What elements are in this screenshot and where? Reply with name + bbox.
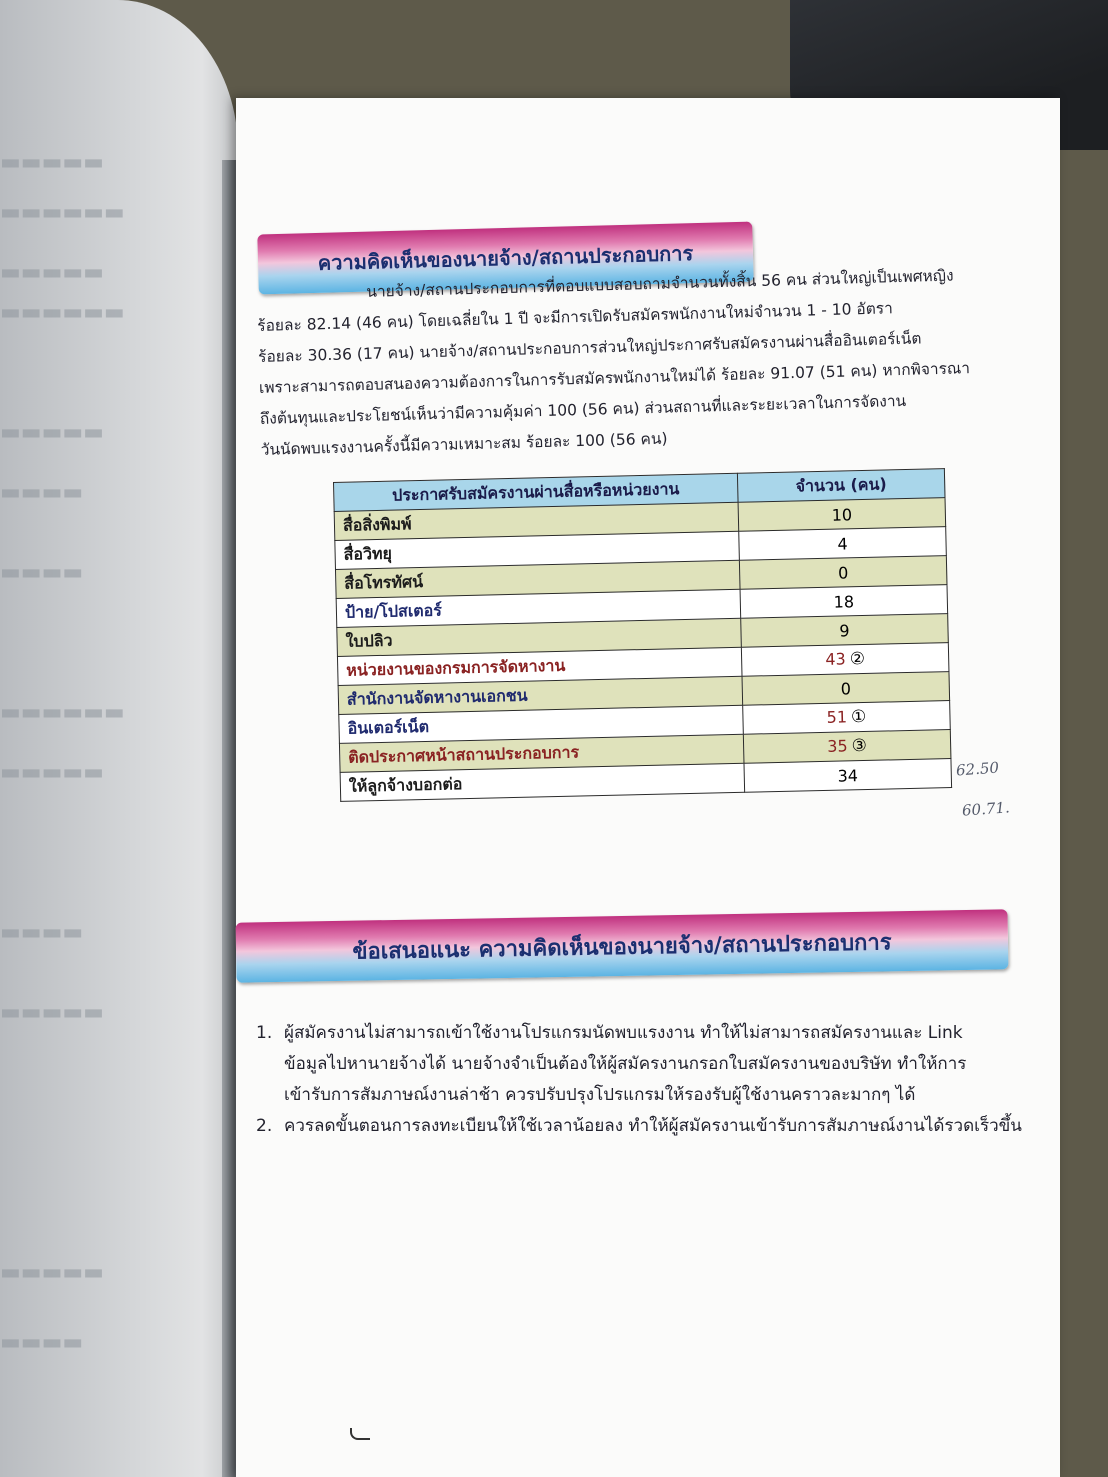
ghost-text: ▬▬▬▬▬▬	[0, 700, 125, 725]
paragraph-line: นายจ้าง/สถานประกอบการที่ตอบแบบสอบถามจำนวนทั้งสิ้น 56 คน ส่วนใหญ่เป็นเพศหญิง	[366, 266, 954, 301]
list-number: 2.	[256, 1116, 273, 1136]
row-value-cell	[744, 759, 952, 793]
ghost-text: ▬▬▬▬▬	[0, 760, 104, 785]
ghost-text: ▬▬▬▬	[0, 480, 84, 505]
section-title: ความคิดเห็นของนายจ้าง/สถานประกอบการ	[317, 241, 694, 275]
ghost-text: ▬▬▬▬▬▬	[0, 300, 125, 325]
paragraph-line: ร้อยละ 82.14 (46 คน) โดยเฉลี่ยใน 1 ปี จะมีการเปิดรับสมัครพนักงานใหม่จำนวน 1 - 10 อัตรา	[257, 299, 894, 335]
row-value-cell	[743, 701, 951, 735]
ghost-text: ▬▬▬▬	[0, 560, 84, 585]
row-value-cell	[739, 556, 947, 590]
paragraph-line: ถึงต้นทุนและประโยชน์เห็นว่ามีความคุ้มค่า 100 (56 คน) ส่วนสถานที่และระยะเวลาในการจัดงาน	[259, 391, 907, 428]
row-label: สื่อวิทยุ	[335, 531, 740, 569]
row-label: ใบปลิว	[337, 618, 742, 656]
pen-mark	[350, 1428, 370, 1440]
row-value-cell	[739, 527, 947, 561]
row-value-cell	[741, 614, 949, 648]
ghost-text: ▬▬▬▬	[0, 1330, 84, 1355]
row-value-cell	[738, 498, 946, 532]
row-label: อินเตอร์เน็ต	[339, 705, 744, 743]
recommendation-list	[256, 1018, 1036, 1142]
ghost-text: ▬▬▬▬▬	[0, 260, 104, 285]
row-value: 34	[837, 765, 859, 786]
ghost-text: ▬▬▬▬▬▬	[0, 200, 125, 225]
header-count: จำนวน (คน)	[737, 469, 945, 503]
row-label: หน่วยงานของกรมการจัดหางาน	[337, 647, 742, 685]
row-value: 9	[839, 620, 850, 641]
list-item	[256, 1018, 1036, 1049]
row-value: 35	[827, 736, 848, 756]
row-value: 43	[825, 649, 846, 669]
row-value-cell	[740, 585, 948, 619]
ghost-text: ▬▬▬▬▬	[0, 1000, 104, 1025]
paragraph-line: วันนัดพบแรงงานครั้งนี้มีความเหมาะสม ร้อยละ 100 (56 คน)	[260, 429, 668, 459]
table-body	[334, 498, 951, 802]
list-line: ข้อมูลไปหานายจ้างได้ นายจ้างจำเป็นต้องให้ผู้สมัครงานกรอกใบสมัครงานของบริษัท ทำให้การ	[284, 1054, 967, 1074]
channel-table	[333, 468, 952, 802]
ghost-text: ▬▬▬▬▬	[0, 1260, 104, 1285]
list-line: ควรลดขั้นตอนการลงทะเบียนให้ใช้เวลาน้อยลง ทำให้ผู้สมัครงานเข้ารับการสัมภาษณ์งานได้รวดเร็วขึ้น	[284, 1116, 1022, 1136]
summary-paragraph	[256, 260, 991, 466]
row-value: 51	[826, 707, 848, 727]
row-label: สื่อสิ่งพิมพ์	[334, 502, 739, 540]
ghost-text: ▬▬▬▬▬	[0, 150, 104, 175]
row-value-cell	[741, 643, 949, 677]
row-value: 0	[840, 678, 852, 699]
paragraph-line: ร้อยละ 30.36 (17 คน) นายจ้าง/สถานประกอบการส่วนใหญ่ประกาศรับสมัครงานผ่านสื่ออินเตอร์เน็ต	[257, 329, 922, 366]
list-line: เข้ารับการสัมภาษณ์งานล่าช้า ควรปรับปรุงโปรแกรมให้รองรับผู้ใช้งานคราวละมากๆ ได้	[284, 1085, 916, 1105]
header-channel: ประกาศรับสมัครงานผ่านสื่อหรือหน่วยงาน	[334, 473, 739, 511]
rank-mark: ②	[849, 648, 866, 670]
facing-page	[0, 0, 238, 1477]
row-label: สำนักงานจัดหางานเอกชน	[338, 676, 743, 714]
section-title: ข้อเสนอแนะ ความคิดเห็นของนายจ้าง/สถานประกอบการ	[352, 929, 892, 965]
row-value: 0	[837, 562, 849, 583]
row-value-cell	[743, 730, 951, 764]
paragraph-line: เพราะสามารถตอบสนองความต้องการในการรับสมัครพนักงานใหม่ได้ ร้อยละ 91.07 (51 คน) หากพิจารณา	[258, 359, 971, 397]
handwritten-note: 62.50	[955, 758, 1000, 780]
row-label: สื่อโทรทัศน์	[335, 560, 740, 598]
rank-mark: ①	[850, 706, 867, 728]
row-value: 4	[837, 533, 848, 554]
row-label: ให้ลูกจ้างบอกต่อ	[340, 763, 745, 801]
ghost-text: ▬▬▬▬▬	[0, 420, 104, 445]
ghost-text: ▬▬▬▬	[0, 920, 84, 945]
list-line: ผู้สมัครงานไม่สามารถเข้าใช้งานโปรแกรมนัดพบแรงงาน ทำให้ไม่สามารถสมัครงานและ Link	[284, 1023, 963, 1043]
handwritten-note: 60.71.	[961, 798, 1011, 820]
list-number: 1.	[256, 1023, 273, 1043]
row-value: 18	[833, 591, 855, 612]
row-value-cell	[742, 672, 950, 706]
rank-mark: ③	[851, 735, 868, 757]
row-label: ป้าย/โปสเตอร์	[336, 589, 741, 627]
row-value: 10	[831, 504, 853, 525]
list-item	[256, 1111, 1036, 1142]
row-label: ติดประกาศหน้าสถานประกอบการ	[339, 734, 744, 772]
